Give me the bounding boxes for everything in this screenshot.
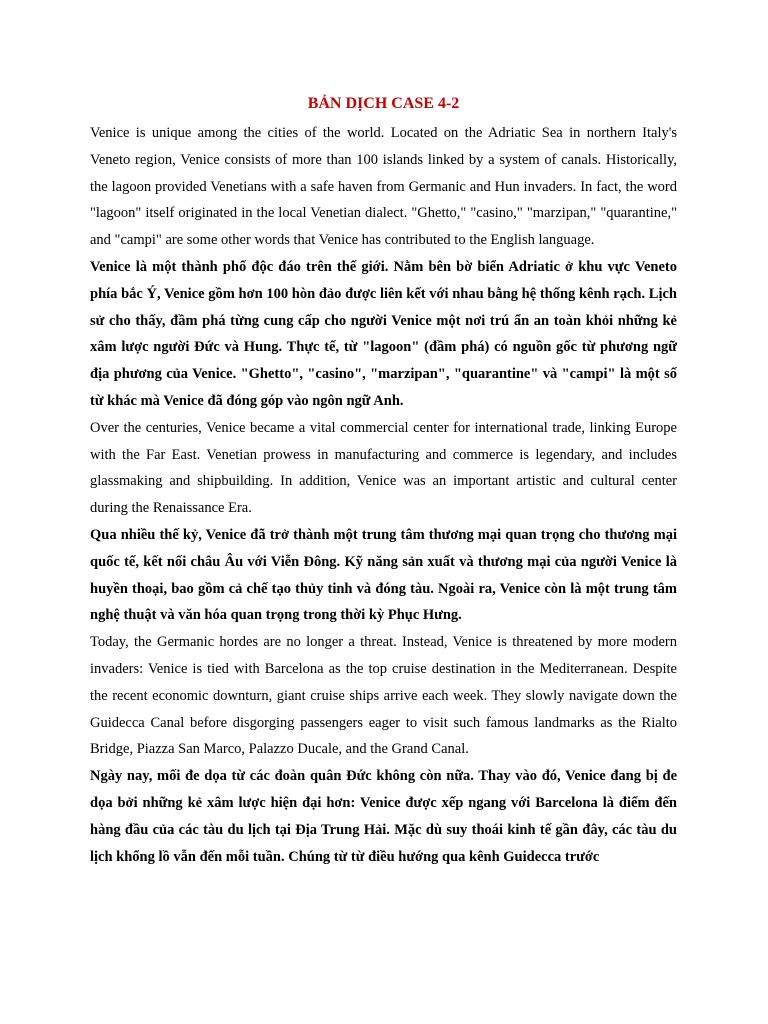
paragraph-vietnamese-2: Qua nhiều thế kỷ, Venice đã trở thành một trung tâm thương mại quan trọng cho thương mại quốc tế, kết nối châu Âu với Viễn Đông. Kỹ năng sản xuất và thương mại của người Venice là huyền thoại, bao gồm cả chế tạo thủy tinh và đóng tàu. Ngoài ra, Venice còn là một trung tâm nghệ thuật và văn hóa quan trọng trong thời kỳ Phục Hưng. xyxy=(90,526,677,624)
document-page xyxy=(90,91,677,870)
paragraph-vietnamese-1: Venice là một thành phố độc đáo trên thế giới. Nằm bên bờ biển Adriatic ở khu vực Veneto phía bắc Ý, Venice gồm hơn 100 hòn đảo được liên kết với nhau bằng hệ thống kênh rạch. Lịch sử cho thấy, đầm phá từng cung cấp cho người Venice một nơi trú ẩn an toàn khỏi những kẻ xâm lược người Đức và Hung. Thực tế, từ "lagoon" (đầm phá) có nguồn gốc từ phương ngữ địa phương của Venice. "Ghetto", "casino", "marzipan", "quarantine" và "campi" là một số từ khác mà Venice đã đóng góp vào ngôn ngữ Anh. xyxy=(90,258,677,409)
document-title: BẢN DỊCH CASE 4-2 xyxy=(307,95,460,112)
paragraph-english-2: Over the centuries, Venice became a vital commercial center for international trade, linking Europe with the Far East. Venetian prowess in manufacturing and commerce is legendary, and includes glassmaking and shipbuilding. In addition, Venice was an important artistic and cultural center during the Renaissance Era. xyxy=(90,419,677,517)
paragraph-english-3: Today, the Germanic hordes are no longer a threat. Instead, Venice is threatened by more modern invaders: Venice is tied with Barcelona as the top cruise destination in the Mediterranean. Despite the recent economic downturn, giant cruise ships arrive each week. They slowly navigate down the Guidecca Canal before disgorging passengers eager to visit such famous landmarks as the Rialto Bridge, Piazza San Marco, Palazzo Ducale, and the Grand Canal. xyxy=(90,634,677,758)
paragraph-english-1: Venice is unique among the cities of the world. Located on the Adriatic Sea in northern Italy's Veneto region, Venice consists of more than 100 islands linked by a system of canals. Historically, the lagoon provided Venetians with a safe haven from Germanic and Hun invaders. In fact, the word "lagoon" itself originated in the local Venetian dialect. "Ghetto," "casino," "marzipan," "quarantine," and "campi" are some other words that Venice has contributed to the English language. xyxy=(90,125,677,249)
paragraph-vietnamese-3: Ngày nay, mối đe dọa từ các đoàn quân Đức không còn nữa. Thay vào đó, Venice đang bị đe dọa bởi những kẻ xâm lược hiện đại hơn: Venice được xếp ngang với Barcelona là điểm đến hàng đầu của các tàu du lịch tại Địa Trung Hải. Mặc dù suy thoái kinh tế gần đây, các tàu du lịch khổng lồ vẫn đến mỗi tuần. Chúng từ từ điều hướng qua kênh Guidecca trước xyxy=(90,768,677,865)
